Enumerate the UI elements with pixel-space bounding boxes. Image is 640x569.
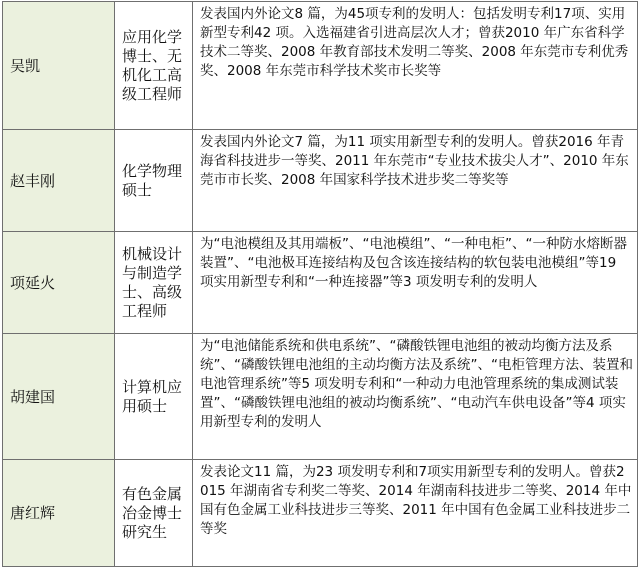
- table-row: [3, 334, 637, 460]
- person-achievements: 发表国内外论文7 篇，为11 项实用新型专利的发明人。曾获2016 年青海省科技进步一等奖、2011 年东莞市“专业技术拔尖人才”、2010 年东莞市市长奖、2008 年国家科学技术进步奖二等奖等: [200, 134, 629, 188]
- person-achievements: 发表论文11 篇，为23 项发明专利和7项实用新型专利的发明人。曾获2015 年湖南省专利奖二等奖、2014 年湖南科技进步二等奖、2014 年中国有色金属工业科技进步三等奖、2011 年中国有色金属工业科技进步二等奖: [200, 464, 632, 537]
- name-cell: [3, 232, 115, 333]
- name-cell: [3, 130, 115, 231]
- person-title: 计算机应用硕士: [122, 377, 183, 415]
- achievement-cell: [193, 130, 637, 231]
- title-cell: [115, 232, 193, 333]
- table-row: [3, 460, 637, 566]
- title-cell: [115, 130, 193, 231]
- title-cell: [115, 2, 193, 129]
- table-row: [3, 2, 637, 130]
- name-cell: [3, 334, 115, 459]
- person-name: 吴凯: [10, 56, 41, 75]
- person-name: 唐红辉: [10, 504, 56, 522]
- title-cell: [115, 460, 193, 566]
- achievement-cell: [193, 334, 637, 459]
- achievement-cell: [193, 232, 637, 333]
- person-achievements: 发表国内外论文8 篇，为45项专利的发明人：包括发明专利17项、实用新型专利42 项。入选福建省引进高层次人才；曾获2010 年广东省科学技术二等奖、2008 年教育部技术发明二等奖、2008 年东莞市专利优秀奖、2008 年东莞市科学技术奖市长奖等: [200, 6, 629, 79]
- person-title: 机械设计与制造学士、高级工程师: [122, 244, 183, 320]
- table-row: [3, 130, 637, 232]
- title-cell: [115, 334, 193, 459]
- person-achievements: 为“电池储能系统和供电系统”、“磷酸铁锂电池组的被动均衡方法及系统”、“磷酸铁锂电池组的主动均衡方法及系统”、“电柜管理方法、装置和电池管理系统”等5 项发明专利和“一种动力电池管理系统的集成测试装置”、“磷酸铁锂电池组的被动均衡系统”、“电动汽车供电设备”等4 项实用新型专利的发明人: [200, 338, 633, 430]
- person-name: 赵丰刚: [10, 171, 56, 190]
- achievement-cell: [193, 460, 637, 566]
- name-cell: [3, 2, 115, 129]
- person-name: 胡建国: [10, 387, 56, 406]
- person-achievements: 为“电池模组及其用端板”、“电池模组”、“一种电柜”、“一种防水熔断器装置”、“电池极耳连接结构及包含该连接结构的软包装电池模组”等19 项实用新型专利和“一种连接器”等3 项发明专利的发明人: [200, 236, 627, 290]
- name-cell: [3, 460, 115, 566]
- person-title: 应用化学博士、无机化工高级工程师: [122, 27, 183, 103]
- talent-table: [2, 1, 638, 567]
- person-title: 有色金属冶金博士研究生: [122, 484, 183, 541]
- table-row: [3, 232, 637, 334]
- achievement-cell: [193, 2, 637, 129]
- person-name: 项延火: [10, 273, 56, 292]
- person-title: 化学物理硕士: [122, 161, 183, 199]
